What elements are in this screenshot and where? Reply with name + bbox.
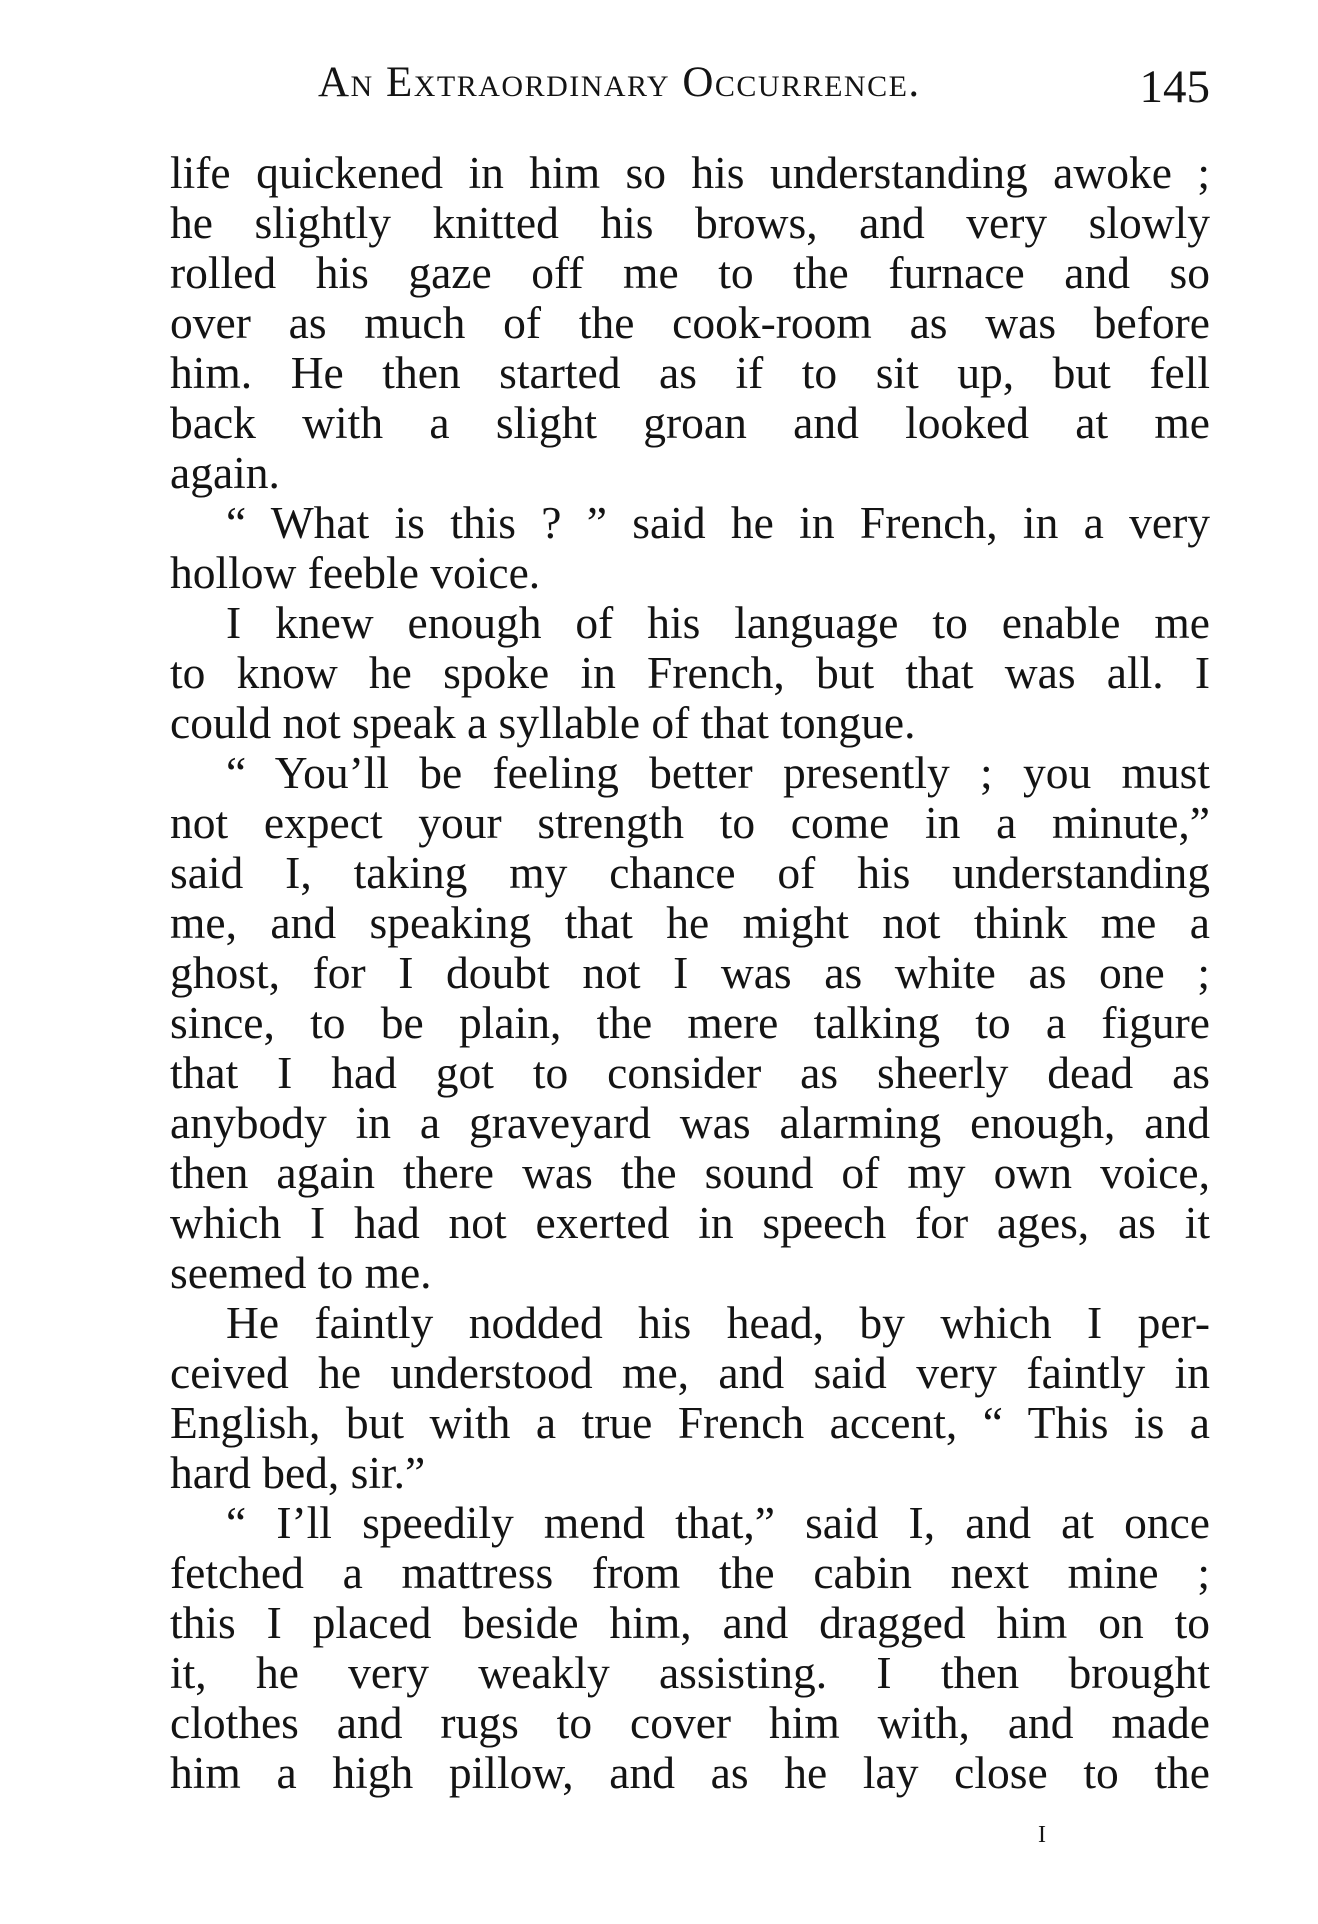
text-line: this I placed beside him, and dragged him on to <box>170 1597 1210 1648</box>
text-line: ghost, for I doubt not I was as white as one ; <box>170 947 1210 998</box>
text-line: said I, taking my chance of his understanding <box>170 847 1210 898</box>
text-line: back with a slight groan and looked at me <box>170 397 1210 448</box>
text-line: him. He then started as if to sit up, but fell <box>170 347 1210 398</box>
text-line: “ You’ll be feeling better presently ; you must <box>226 747 1210 798</box>
body-text <box>170 148 1210 1798</box>
text-line: him a high pillow, and as he lay close to the <box>170 1747 1210 1798</box>
text-line: English, but with a true French accent, “ This is a <box>170 1397 1210 1448</box>
text-line: fetched a mattress from the cabin next mine ; <box>170 1547 1210 1598</box>
text-line: clothes and rugs to cover him with, and made <box>170 1697 1210 1748</box>
text-line: “ I’ll speedily mend that,” said I, and at once <box>226 1497 1210 1548</box>
text-line: he slightly knitted his brows, and very slowly <box>170 197 1210 248</box>
text-line: hollow feeble voice. <box>170 547 541 598</box>
text-line: anybody in a graveyard was alarming enough, and <box>170 1097 1210 1148</box>
text-line: ceived he understood me, and said very faintly in <box>170 1347 1210 1398</box>
text-line: “ What is this ? ” said he in French, in a very <box>226 497 1210 548</box>
text-line: since, to be plain, the mere talking to a figure <box>170 997 1210 1048</box>
text-line: life quickened in him so his understanding awoke ; <box>170 147 1210 198</box>
text-line: that I had got to consider as sheerly dead as <box>170 1047 1210 1098</box>
text-line: me, and speaking that he might not think me a <box>170 897 1210 948</box>
text-line: seemed to me. <box>170 1247 432 1298</box>
text-line: could not speak a syllable of that tongue. <box>170 697 916 748</box>
running-head-title: An Extraordinary Occurrence. <box>318 59 921 106</box>
text-line: not expect your strength to come in a minute,” <box>170 797 1210 848</box>
running-head <box>170 58 1210 128</box>
text-line: to know he spoke in French, but that was all. I <box>170 647 1210 698</box>
text-line: again. <box>170 447 280 498</box>
text-line: I knew enough of his language to enable me <box>226 597 1210 648</box>
page-number: 145 <box>1139 61 1210 113</box>
text-line: He faintly nodded his head, by which I per- <box>226 1297 1210 1348</box>
text-line: it, he very weakly assisting. I then brought <box>170 1647 1210 1698</box>
signature-mark: I <box>1038 1822 1046 1848</box>
text-line: then again there was the sound of my own voice, <box>170 1147 1210 1198</box>
text-line: which I had not exerted in speech for ages, as it <box>170 1197 1210 1248</box>
text-line: rolled his gaze off me to the furnace and so <box>170 247 1210 298</box>
text-line: over as much of the cook-room as was before <box>170 297 1210 348</box>
text-line: hard bed, sir.” <box>170 1447 426 1498</box>
